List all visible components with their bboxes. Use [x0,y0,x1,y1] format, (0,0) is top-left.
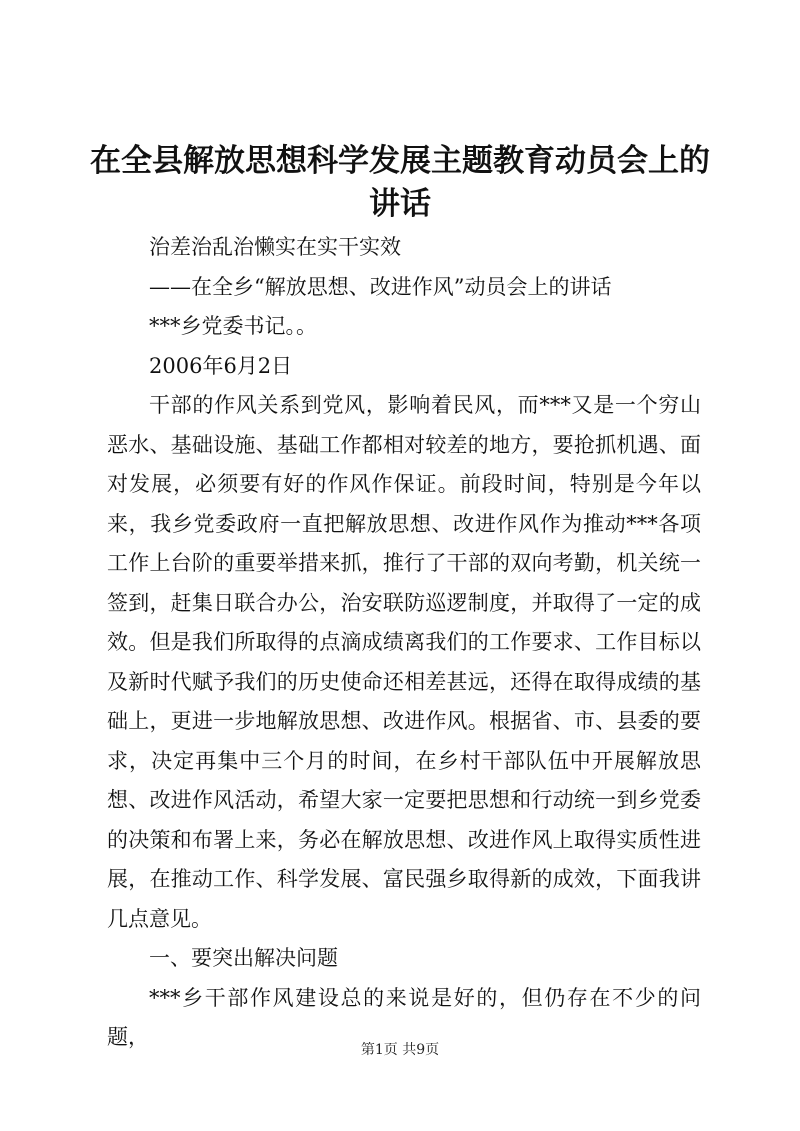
page-footer: 第1页 共9页 [360,1042,440,1058]
document-body [107,228,701,1058]
body-paragraph: ***乡干部作风建设总的来说是好的，但仍存在不少的问题， [107,985,701,1049]
speech-subheading: ——在全乡“解放思想、改进作风”动员会上的讲话 [149,274,612,299]
speech-date: 2006年6月2日 [149,353,293,378]
document-title: 在全县解放思想科学发展主题教育动员会上的讲话 [90,143,710,222]
section-heading: 一、要突出解决问题 [149,946,338,970]
speech-author: ***乡党委书记。。 [149,314,317,338]
speech-subtitle: 治差治乱治懒实在实干实效 [149,235,401,259]
body-paragraph: 干部的作风关系到党风，影响着民风，而***又是一个穷山恶水、基础设施、基础工作都相对较差的地方，要抢抓机遇、面对发展，必须要有好的作风作保证。前段时间，特别是今年以来，我乡党委政府一直把解放思想、改进作风作为推动***各项工作上台阶的重要举措来抓，推行了干部的双向考勤，机关统一签到，赶集日联合办公，治安联防巡逻制度，并取得了一定的成效。但是我们所取得的点滴成绩离我们的工作要求、工作目标以及新时代赋予我们的历史使命还相差甚远，还得在取得成绩的基础上，更进一步地解放思想、改进作风。根据省、市、县委的要求，决定再集中三个月的时间，在乡村干部队伍中开展解放思想、改进作风活动，希望大家一定要把思想和行动统一到乡党委的决策和布署上来，务必在解放思想、改进作风上取得实质性进展，在推动工作、科学发展、富民强乡取得新的成效，下面我讲几点意见。 [107,393,701,931]
